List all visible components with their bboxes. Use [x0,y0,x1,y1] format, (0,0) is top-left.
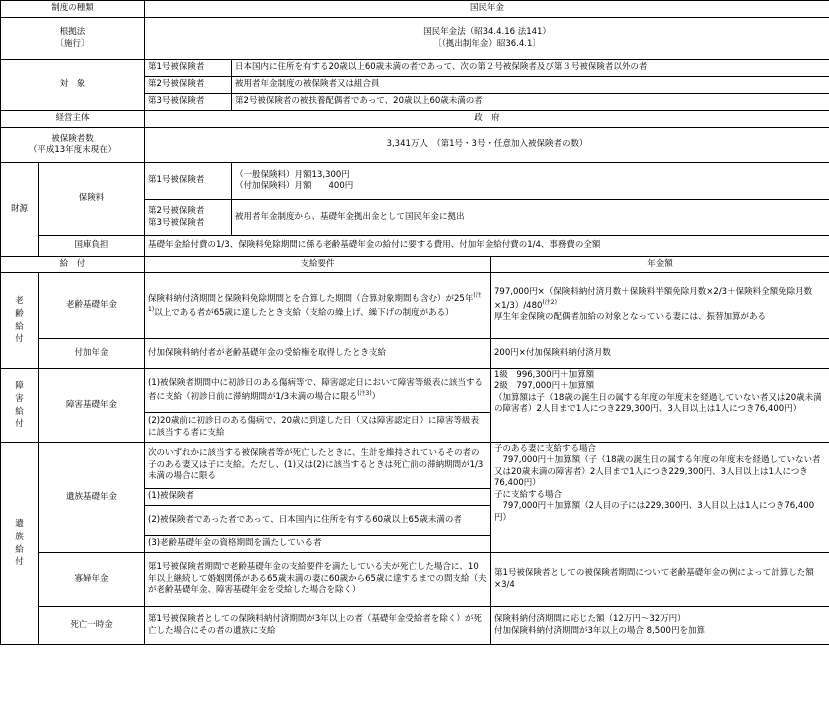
old-age-add-req: 付加保険料納付者が老齢基礎年金の受給権を取得したとき支給 [145,339,491,369]
insured-value: 3,341万人 （第1号・3号・任意加入被保険者の数） [145,128,829,163]
premium-label: 保険料 [39,163,145,236]
disability-req-2: (2)20歳前に初診日のある傷病で、20歳に到達した日（又は障害認定日）に障害等級表に該当する者に支給 [145,413,491,443]
death-amount: 保険料納付済期間に応じた額（12万円～32万円） 付加保険料納付済期間が3年以上の場合 8,500円を加算 [491,607,829,645]
death-req: 第1号被保険者としての保険料納付済期間が3年以上の者（基礎年金受給者を除く）が死亡した場合にその者の遺族に支給 [145,607,491,645]
insured-label: 被保険者数 （平成13年度末現在） [1,128,145,163]
header-national-pension: 国民年金 [145,1,829,18]
survivor-group: 遺 族 給 付 [1,443,39,645]
premium-type-23: 第2号被保険者 第3号被保険者 [145,200,232,236]
disability-amount: 1級 996,300円＋加算額 2級 797,000円＋加算額 （加算額は子（18歳の誕生日の属する年度の年度末を経過していない者又は20歳未満の障害者）2人目まで1人につき229,300円、3人目以上は1人につき76,400円） [491,369,829,443]
old-age-group: 老 齢 給 付 [1,273,39,369]
premium-amounts: （一般保険料）月額13,300円 （付加保険料）月額 400円 [232,163,829,200]
finance-label: 財源 [1,163,39,257]
old-age-add-label: 付加年金 [39,339,145,369]
amount-header: 年金額 [491,257,829,273]
survivor-basic-amount: 子のある妻に支給する場合 797,000円＋加算額（子（18歳の誕生日の属する年度の年度末を経過していない者又は20歳未満の障害者）2人目まで1人につき229,300円、3人目以上は1人につき76,400円） 子に支給する場合 797,000円＋加算額（2人目の子には229,300円、3人目以上は1人につき76,400円） [491,443,829,553]
subsidy-desc: 基礎年金給付費の1/3、保険料免除期間に係る老齢基礎年金の給付に要する費用、付加年金給付費の1/4、事務費の全額 [145,236,829,257]
target-desc-1: 日本国内に住所を有する20歳以上60歳未満の者であって、次の第２号被保険者及び第３号被保険者以外の者 [232,60,829,77]
widow-label: 寡婦年金 [39,553,145,607]
disability-group: 障 害 給 付 [1,369,39,443]
law-label: 根拠法 〔施行〕 [1,18,145,60]
premium-type-23-desc: 被用者年金制度から、基礎年金拠出金として国民年金に拠出 [232,200,829,236]
target-type-2: 第2号被保険者 [145,77,232,94]
old-age-basic-amount: 797,000円×（保険料納付済月数＋保険料半額免除月数×2/3＋保険料全額免除月数$\times 1/3)/480^{(注2)}$ 厚生年金保険の配偶者加給の対象となっている妻には、振替加算がある [491,273,829,339]
survivor-basic-label: 遺族基礎年金 [39,443,145,553]
disability-label: 障害基礎年金 [39,369,145,443]
premium-type-1: 第1号被保険者 [145,163,232,200]
survivor-req-3: (3)老齢基礎年金の資格期間を満たしている者 [145,536,491,553]
survivor-req-intro: 次のいずれかに該当する被保険者等が死亡したときに、生計を維持されているその者の子のある妻又は子に支給。ただし、(1)又は(2)に該当するときは死亡前の滞納期間が1/3未満の場合に限る [145,443,491,489]
target-desc-2: 被用者年金制度の被保険者又は組合員 [232,77,829,94]
survivor-req-2: (2)被保険者であった者であって、日本国内に住所を有する60歳以上65歳未満の者 [145,506,491,536]
target-desc-3: 第2号被保険者の被扶養配偶者であって、20歳以上60歳未満の者 [232,94,829,111]
widow-amount: 第1号被保険者としての被保険者期間について老齢基礎年金の例によって計算した額×3/4 [491,553,829,607]
law-value: 国民年金法（昭34.4.16 法141） 〔（拠出制年金）昭36.4.1〕 [145,18,829,60]
old-age-basic-label: 老齢基礎年金 [39,273,145,339]
header-system-type: 制度の種類 [1,1,145,18]
benefits-header: 給 付 [1,257,145,273]
widow-req: 第1号被保険者期間で老齢基礎年金の支給要件を満たしている夫が死亡した場合に、10年以上継続して婚姻関係がある65歳未満の妻に60歳から65歳に達するまでの間支給（夫が老齢基礎年金、障害基礎年金を受給した場合を除く） [145,553,491,607]
target-label: 対 象 [1,60,145,111]
requirements-header: 支給要件 [145,257,491,273]
operator-value: 政 府 [145,111,829,128]
disability-req-1: (1)被保険者期間中に初診日のある傷病等で、障害認定日において障害等級表に該当する者に支給（初診日前に滞納期間が1/3未満の場合に限る$^{(注3)}$） [145,369,491,413]
operator-label: 経営主体 [1,111,145,128]
subsidy-label: 国庫負担 [39,236,145,257]
survivor-req-1: (1)被保険者 [145,489,491,506]
old-age-add-amount: 200円×付加保険料納付済月数 [491,339,829,369]
death-label: 死亡一時金 [39,607,145,645]
target-type-3: 第3号被保険者 [145,94,232,111]
old-age-basic-req: 保険料納付済期間と保険料免除期間とを合算した期間（合算対象期間も含む）が25年$^{(注1)}$以上である者が65歳に達したとき支給（支給の繰上げ、繰下げの制度がある） [145,273,491,339]
target-type-1: 第1号被保険者 [145,60,232,77]
